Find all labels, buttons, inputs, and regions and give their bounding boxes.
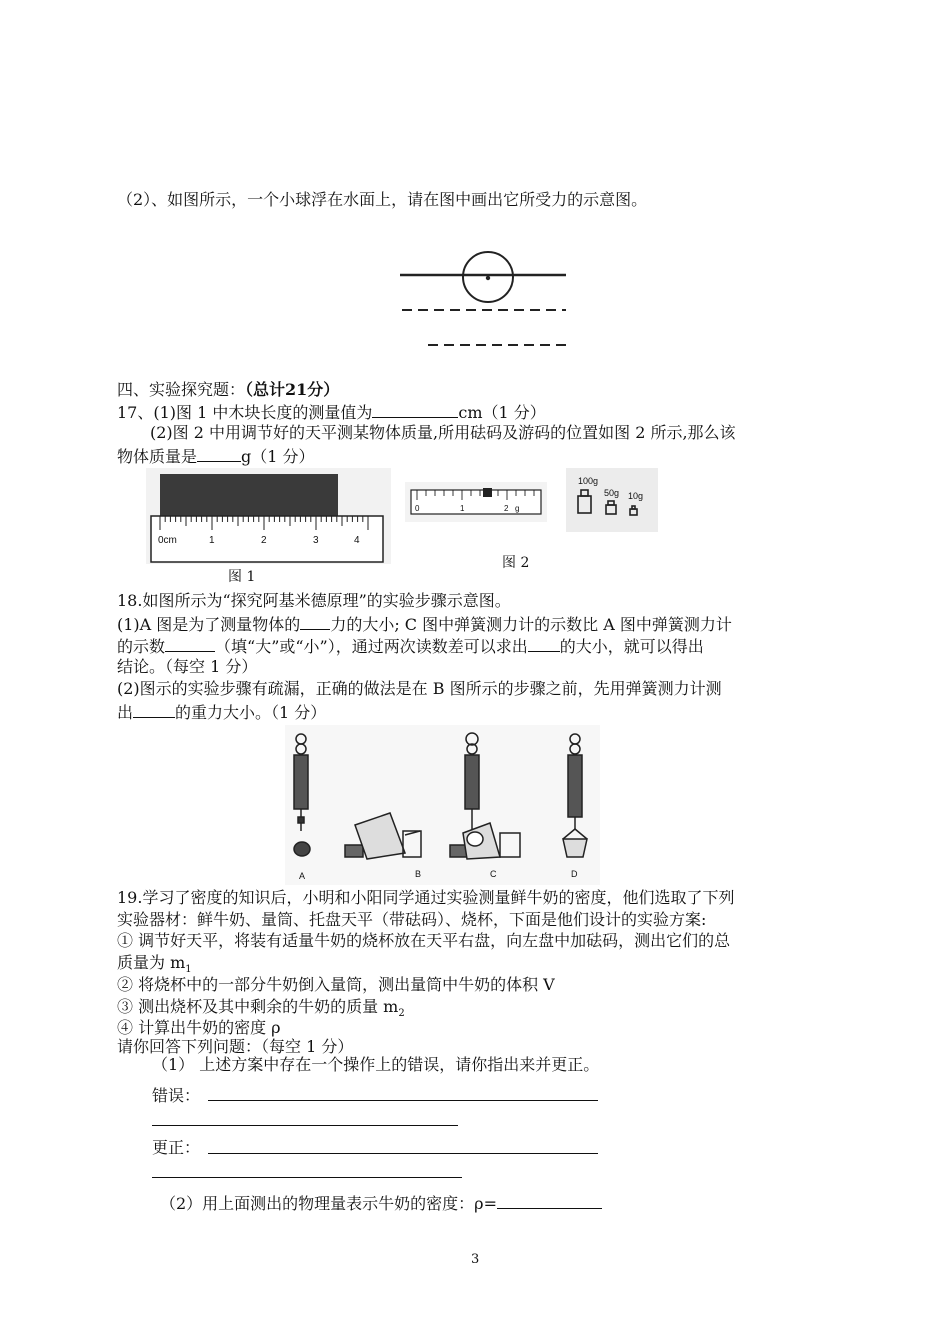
fig-label-a: A	[299, 871, 306, 881]
q18-line-2	[117, 613, 732, 635]
section-4-points: （总计21分）	[245, 380, 340, 399]
ruler-label-1: 1	[209, 535, 215, 546]
q18-blank-force[interactable]	[300, 613, 330, 630]
q16-2-text: （2）、如图所示，一个小球浮在水面上，请在图中画出它所受力的示意图。	[117, 190, 648, 209]
q18-line-6	[117, 701, 326, 723]
q18-blank-weight[interactable]	[133, 701, 175, 718]
fig-label-b: B	[415, 869, 422, 879]
q18-text-3a: 的示数	[117, 637, 166, 656]
q18-line-4: 结论。（每空 1 分）	[117, 657, 258, 676]
q18-text-6b: 的重力大小。（1 分）	[175, 703, 327, 722]
q19-fix-blank-1[interactable]	[208, 1153, 598, 1154]
q18-text-3c: 的大小，就可以得出	[559, 637, 704, 656]
section-4-heading	[117, 380, 339, 400]
q19-line-7: ④ 计算出牛奶的密度 ρ	[117, 1018, 281, 1037]
q17-part1-unit: cm（1 分）	[458, 403, 546, 422]
q19-error-blank-1[interactable]	[208, 1100, 598, 1101]
q17-part1-text: 17、(1)图 1 中木块长度的测量值为	[117, 403, 373, 422]
ruler-label-4: 4	[354, 535, 360, 546]
slider-label-2: 2	[504, 504, 509, 513]
q18-line-1: 18.如图所示为“探究阿基米德原理”的实验步骤示意图。	[117, 591, 511, 610]
ruler-label-2: 2	[261, 535, 267, 546]
q17-part2-text: 物体质量是	[117, 447, 198, 466]
q19-line-8: 请你回答下列问题：（每空 1 分）	[117, 1037, 354, 1056]
q17-blank-length[interactable]	[372, 401, 458, 418]
q17-line-2: (2)图 2 中用调节好的天平测某物体质量,所用砝码及游码的位置如图 2 所示,那么该	[150, 423, 736, 442]
q17-part2-unit: g（1 分）	[241, 447, 315, 466]
weights-figure	[566, 468, 658, 532]
q19-text-4a: 质量为 m	[117, 953, 186, 972]
ruler-figure	[146, 468, 391, 564]
balance-slider-figure	[405, 482, 547, 522]
q18-text-2a: (1)A 图是为了测量物体的	[117, 615, 301, 634]
q19-fix-label: 更正：	[152, 1138, 201, 1157]
q19-error-label: 错误：	[152, 1086, 201, 1105]
slider-label-1: 1	[460, 504, 465, 513]
q17-line-3	[117, 445, 315, 467]
archimedes-experiment-figure	[285, 725, 600, 885]
q19-fix-blank-2[interactable]	[152, 1177, 462, 1178]
q19-line-9: （1） 上述方案中存在一个操作上的错误，请你指出来并更正。	[152, 1055, 600, 1074]
q19-blank-density[interactable]	[497, 1192, 602, 1209]
weight-label-10g: 10g	[628, 491, 644, 501]
fig2-caption: 图 2	[502, 555, 530, 571]
q19-sub-2: 2	[398, 1008, 405, 1020]
ruler-label-3: 3	[313, 535, 319, 546]
ruler-label-0: 0cm	[158, 535, 177, 546]
floating-ball-figure	[398, 240, 570, 368]
q18-blank-buoyancy[interactable]	[528, 635, 560, 652]
q18-line-3	[117, 635, 704, 657]
q17-blank-mass[interactable]	[197, 445, 241, 462]
q19-text-6a: ③ 测出烧杯及其中剩余的牛奶的质量 m	[117, 997, 399, 1016]
section-4-title: 四、实验探究题：	[117, 380, 246, 399]
q19-line-5: ② 将烧杯中的一部分牛奶倒入量筒，测出量筒中牛奶的体积 V	[117, 975, 555, 994]
q18-blank-bigger-smaller[interactable]	[165, 635, 215, 652]
q18-text-2b: 力的大小; C 图中弹簧测力计的示数比 A 图中弹簧测力计	[330, 615, 732, 634]
q19-line-3: ① 调节好天平，将装有适量牛奶的烧杯放在天平右盘，向左盘中加砝码，测出它们的总	[117, 931, 731, 950]
fig1-caption: 图 1	[228, 569, 256, 585]
q19-line-12	[160, 1192, 602, 1214]
q18-text-3b: （填“大”或“小”），通过两次读数差可以求出	[215, 637, 528, 656]
q19-line-2: 实验器材：鲜牛奶、量筒、托盘天平（带砝码）、烧杯，下面是他们设计的实验方案:	[117, 910, 707, 929]
q18-line-5: (2)图示的实验步骤有疏漏，正确的做法是在 B 图所示的步骤之前，先用弹簧测力计测	[117, 679, 722, 698]
fig-label-d: D	[571, 869, 578, 879]
slider-label-unit: g	[515, 504, 520, 513]
weight-label-100g: 100g	[578, 476, 599, 486]
q19-sub-1: 1	[185, 964, 192, 976]
q19-error-blank-2[interactable]	[152, 1125, 458, 1126]
q18-text-6a: 出	[117, 703, 134, 722]
q17-line-1	[117, 401, 546, 423]
page-number: 3	[471, 1252, 480, 1267]
weight-label-50g: 50g	[604, 488, 620, 498]
fig-label-c: C	[490, 869, 497, 879]
q19-line-1: 19.学习了密度的知识后，小明和小阳同学通过实验测量鲜牛奶的密度，他们选取了下列	[117, 888, 735, 907]
slider-label-0: 0	[415, 504, 420, 513]
q19-density-text: （2）用上面测出的物理量表示牛奶的密度：ρ=	[160, 1194, 497, 1213]
